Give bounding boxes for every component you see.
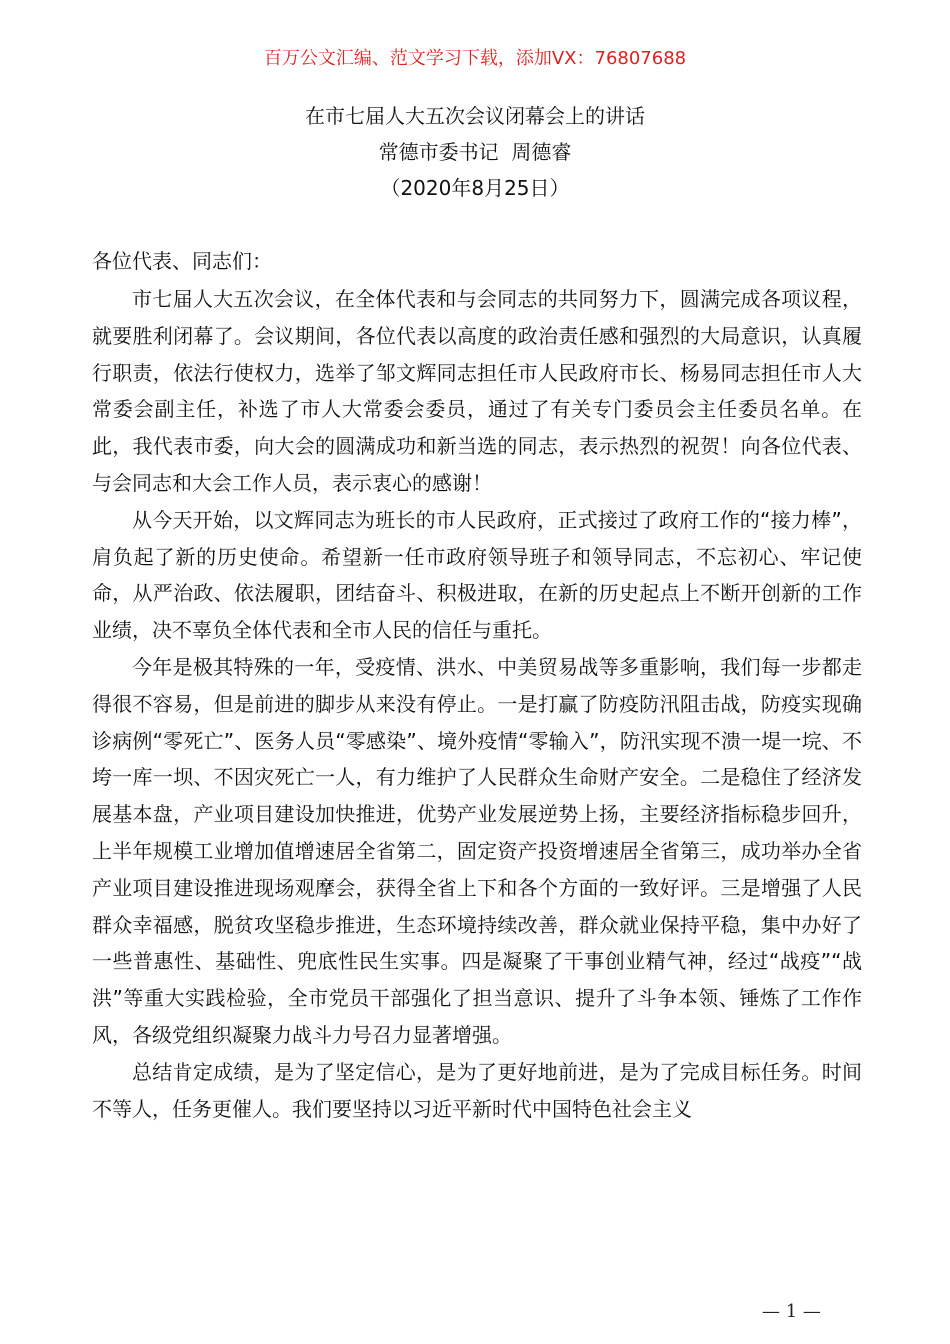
page-number: — 1 —	[762, 1301, 821, 1322]
body-text	[92, 281, 862, 1127]
paragraph: 总结肯定成绩，是为了坚定信心，是为了更好地前进，是为了完成目标任务。时间不等人，任务更催人。我们要坚持以习近平新时代中国特色社会主义	[92, 1059, 862, 1121]
salutation: 各位代表、同志们：	[92, 249, 272, 273]
watermark-banner: 百万公文汇编、范文学习下载，添加VX：76807688	[263, 48, 687, 69]
document-title: 在市七届人大五次会议闭幕会上的讲话	[305, 104, 645, 128]
paragraph: 从今天开始，以文辉同志为班长的市人民政府，正式接过了政府工作的“接力棒”，肩负起了新的历史使命。希望新一任市政府领导班子和领导同志，不忘初心、牢记使命，从严治政、依法履职，团结奋斗、积极进取，在新的历史起点上不断开创新的工作业绩，决不辜负全体代表和全市人民的信任与重托。	[92, 507, 862, 643]
paragraph: 今年是极其特殊的一年，受疫情、洪水、中美贸易战等多重影响，我们每一步都走得很不容易，但是前进的脚步从来没有停止。一是打赢了防疫防汛阻击战，防疫实现确诊病例“零死亡”、医务人员“零感染”、境外疫情“零输入”，防汛实现不溃一堤一垸、不垮一库一坝、不因灾死亡一人，有力维护了人民群众生命财产安全。二是稳住了经济发展基本盘，产业项目建设加快推进，优势产业发展逆势上扬，主要经济指标稳步回升，上半年规模工业增加值增速居全省第二，固定资产投资增速居全省第三，成功举办全省产业项目建设推进现场观摩会，获得全省上下和各个方面的一致好评。三是增强了人民群众幸福感，脱贫攻坚稳步推进，生态环境持续改善，群众就业保持平稳，集中办好了一些普惠性、基础性、兜底性民生实事。四是凝聚了干事创业精气神，经过“战疫”“战洪”等重大实践检验，全市党员干部强化了担当意识、提升了斗争本领、锤炼了工作作风，各级党组织凝聚力战斗力号召力显著增强。	[92, 654, 862, 1047]
title-block	[0, 98, 950, 206]
paragraph: 市七届人大五次会议，在全体代表和与会同志的共同努力下，圆满完成各项议程，就要胜利闭幕了。会议期间，各位代表以高度的政治责任感和强烈的大局意识，认真履行职责，依法行使权力，选举了邹文辉同志担任市人民政府市长、杨易同志担任市人大常委会副主任，补选了市人大常委会委员，通过了有关专门委员会主任委员名单。在此，我代表市委，向大会的圆满成功和新当选的同志，表示热烈的祝贺！向各位代表、与会同志和大会工作人员，表示衷心的感谢！	[92, 287, 862, 495]
date-line: （2020年8月25日）	[380, 176, 570, 200]
author-line: 常德市委书记 周德睿	[378, 140, 572, 164]
